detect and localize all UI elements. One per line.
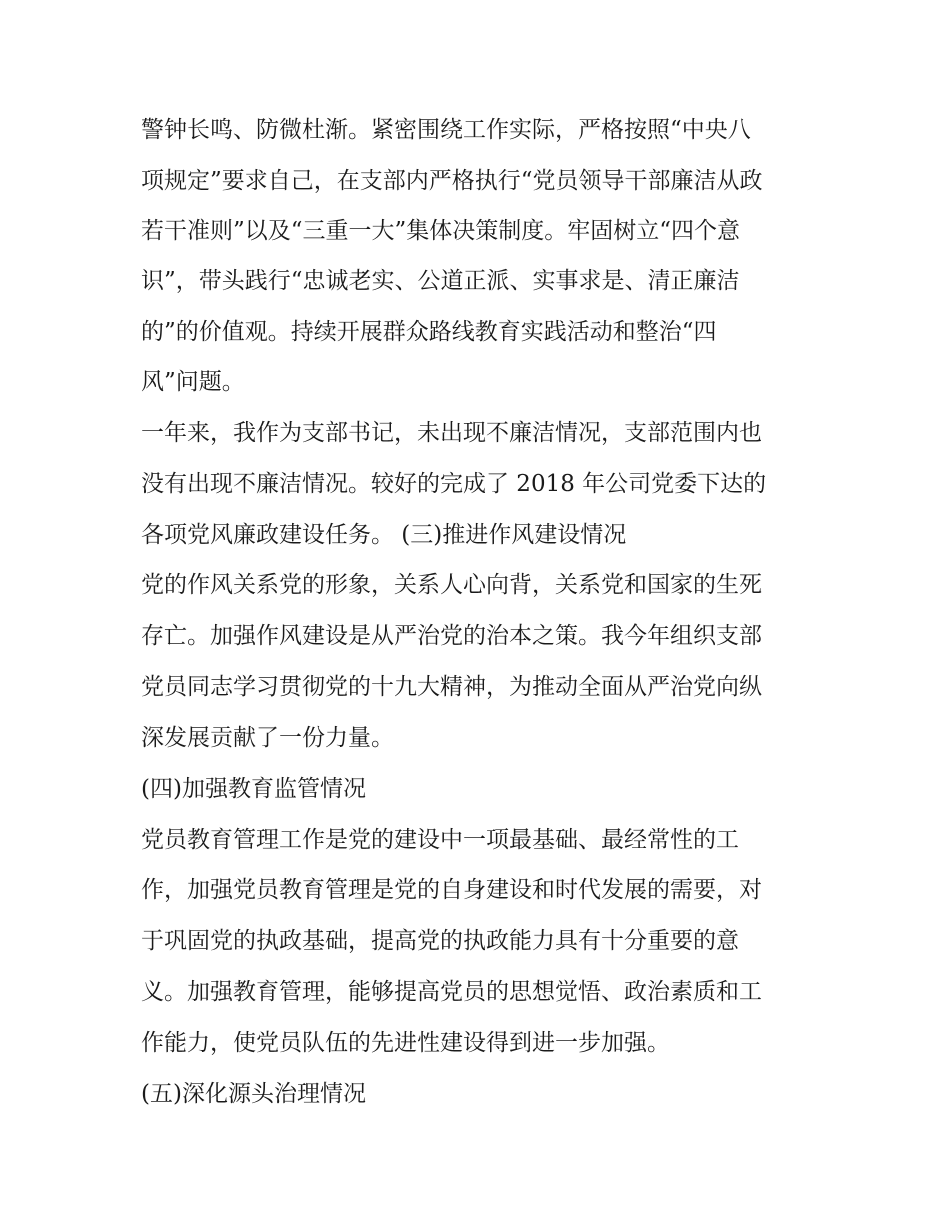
text-line: 义。加强教育管理，能够提高党员的思想觉悟、政治素质和工 — [141, 979, 762, 1005]
text-line: 各项党风廉政建设任务。 (三)推进作风建设情况 — [141, 522, 627, 548]
text-line: 党员教育管理工作是党的建设中一项最基础、最经常性的工 — [141, 827, 739, 853]
text-line: 项规定”要求自己，在支部内严格执行“党员领导干部廉洁从政 — [141, 168, 763, 194]
section-heading: (四)加强教育监管情况 — [141, 776, 366, 802]
text-line: 警钟长鸣、防微杜渐。紧密围绕工作实际，严格按照“中央八 — [141, 117, 751, 143]
text-line: 于巩固党的执政基础，提高党的执政能力具有十分重要的意 — [141, 928, 739, 954]
text-line: 风”问题。 — [141, 369, 245, 395]
text-line: 作能力，使党员队伍的先进性建设得到进一步加强。 — [141, 1030, 670, 1056]
text-line: 识”，带头践行“忠诚老实、公道正派、实事求是、清正廉洁 — [141, 268, 740, 294]
text-line: 深发展贡献了一份力量。 — [141, 725, 394, 751]
text-line: 没有出现不廉洁情况。较好的完成了 2018 年公司党委下达的 — [141, 471, 767, 497]
text-line: 党的作风关系党的形象，关系人心向背，关系党和国家的生死 — [141, 572, 762, 598]
text-line: 一年来，我作为支部书记，未出现不廉洁情况，支部范围内也 — [141, 420, 762, 446]
text-line: 的”的价值观。持续开展群众路线教育实践活动和整治“四 — [141, 319, 717, 345]
text-line: 作，加强党员教育管理是党的自身建设和时代发展的需要，对 — [141, 877, 762, 903]
text-line: 若干准则”以及“三重一大”集体决策制度。牢固树立“四个意 — [141, 218, 741, 244]
text-line: 存亡。加强作风建设是从严治党的治本之策。我今年组织支部 — [141, 623, 762, 649]
section-heading: (五)深化源头治理情况 — [141, 1081, 366, 1107]
text-line: 党员同志学习贯彻党的十九大精神，为推动全面从严治党向纵 — [141, 674, 762, 700]
